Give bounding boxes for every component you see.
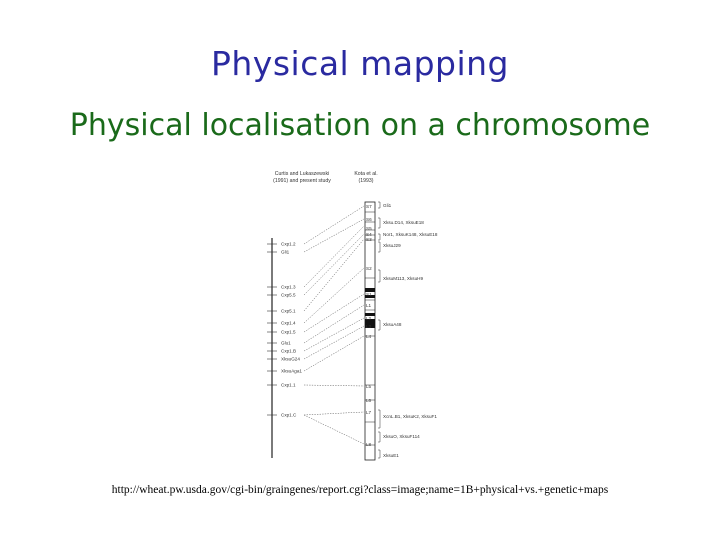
dashed-connector bbox=[304, 326, 364, 359]
physical-marker-bracket bbox=[378, 270, 380, 282]
genetic-marker-label: Cxp1.B bbox=[281, 348, 297, 354]
segment-label: L7 bbox=[366, 409, 372, 415]
segment-label: L1 bbox=[366, 302, 372, 308]
dashed-connector bbox=[304, 385, 364, 386]
genetic-marker-label: Glu1 bbox=[281, 340, 291, 346]
dashed-connector bbox=[304, 226, 364, 287]
physical-marker-bracket bbox=[378, 410, 380, 428]
physical-marker-label: XcnL.B1, XksuK2, XksuF1 bbox=[383, 414, 437, 419]
segment-label: L4 bbox=[366, 333, 372, 339]
genetic-marker-label: Cxp5.1 bbox=[281, 308, 296, 314]
genetic-marker-label: Cxp1.1 bbox=[281, 382, 296, 388]
source-url: http://wheat.pw.usda.gov/cgi-bin/graingenes/report.cgi?class=image;name=1B+physical+vs.+genetic+maps bbox=[111, 484, 609, 496]
genetic-marker-label: Gli1 bbox=[281, 249, 290, 255]
physical-marker-label: XksuM113, XksuH9 bbox=[383, 276, 423, 281]
physical-marker-label: Xksu.D14, XksuE18 bbox=[383, 220, 424, 225]
physical-map bbox=[365, 202, 438, 460]
right-header-line-2: (1993) bbox=[358, 178, 374, 184]
dashed-connector bbox=[304, 336, 364, 371]
segment-label: L5 bbox=[366, 383, 372, 389]
dashed-connector bbox=[304, 219, 364, 252]
genetic-marker-label: Cxp1.C bbox=[281, 412, 297, 418]
chromosome-map-svg bbox=[240, 160, 480, 465]
connector-lines bbox=[304, 206, 364, 444]
physical-marker-bracket bbox=[378, 320, 380, 330]
segment-label: S5 bbox=[366, 225, 372, 231]
chromosome-map-figure bbox=[240, 160, 480, 465]
genetic-marker-label: Cxp1.3 bbox=[281, 284, 296, 290]
genetic-marker-label: Cxp5.5 bbox=[281, 292, 296, 298]
physical-marker-label: Nor1, XksuK148, XksuE18 bbox=[383, 232, 438, 237]
physical-marker-label: Gli1 bbox=[383, 203, 392, 208]
physical-marker-bracket bbox=[378, 234, 380, 240]
physical-marker-bracket bbox=[378, 450, 380, 458]
segment-label: S7 bbox=[366, 203, 372, 209]
segment-label: L8 bbox=[366, 441, 372, 447]
physical-marker-label: XksuO, XksuF114 bbox=[383, 434, 420, 439]
genetic-marker-label: Cxp1.5 bbox=[281, 329, 296, 335]
dashed-connector bbox=[304, 239, 364, 311]
physical-marker-bracket bbox=[378, 432, 380, 442]
segment-label: S1 bbox=[366, 291, 372, 297]
physical-marker-bracket bbox=[378, 202, 380, 208]
genetic-marker-label: XksuG24 bbox=[281, 356, 300, 362]
physical-marker-label: XksuA48 bbox=[383, 322, 402, 327]
dashed-connector bbox=[304, 268, 364, 323]
slide-title: Physical mapping bbox=[210, 44, 510, 83]
segment-label: S2 bbox=[366, 265, 372, 271]
genetic-marker-label: Cxp1.2 bbox=[281, 241, 296, 247]
segment-label: S4 bbox=[366, 231, 372, 237]
dashed-connector bbox=[304, 318, 364, 351]
physical-marker-label: XksuJ29 bbox=[383, 243, 401, 248]
genetic-map bbox=[267, 238, 302, 458]
segment-label: S3 bbox=[366, 236, 372, 242]
physical-marker-label: XksuE1 bbox=[383, 453, 399, 458]
right-header-line-1: Kota et al. bbox=[354, 171, 378, 177]
dashed-connector bbox=[304, 294, 364, 332]
left-header-line-2: (1991) and present study bbox=[273, 178, 331, 184]
physical-marker-bracket bbox=[378, 218, 380, 228]
dashed-connector bbox=[304, 206, 364, 244]
segment-label: L2 bbox=[366, 315, 372, 321]
dashed-connector bbox=[304, 305, 364, 343]
segment-label: S6 bbox=[366, 216, 372, 222]
dashed-connector bbox=[304, 412, 364, 415]
slide-subtitle: Physical localisation on a chromosome bbox=[69, 108, 651, 143]
dashed-connector bbox=[304, 415, 364, 444]
left-header-line-1: Curtis and Lukaszewski bbox=[274, 171, 330, 177]
segment-label: L3 bbox=[366, 323, 372, 329]
dashed-connector bbox=[304, 234, 364, 295]
genetic-marker-label: Cxp1.4 bbox=[281, 320, 296, 326]
physical-marker-bracket bbox=[378, 242, 380, 252]
genetic-marker-label: XksuAga1 bbox=[281, 368, 302, 374]
segment-label: L6 bbox=[366, 397, 372, 403]
